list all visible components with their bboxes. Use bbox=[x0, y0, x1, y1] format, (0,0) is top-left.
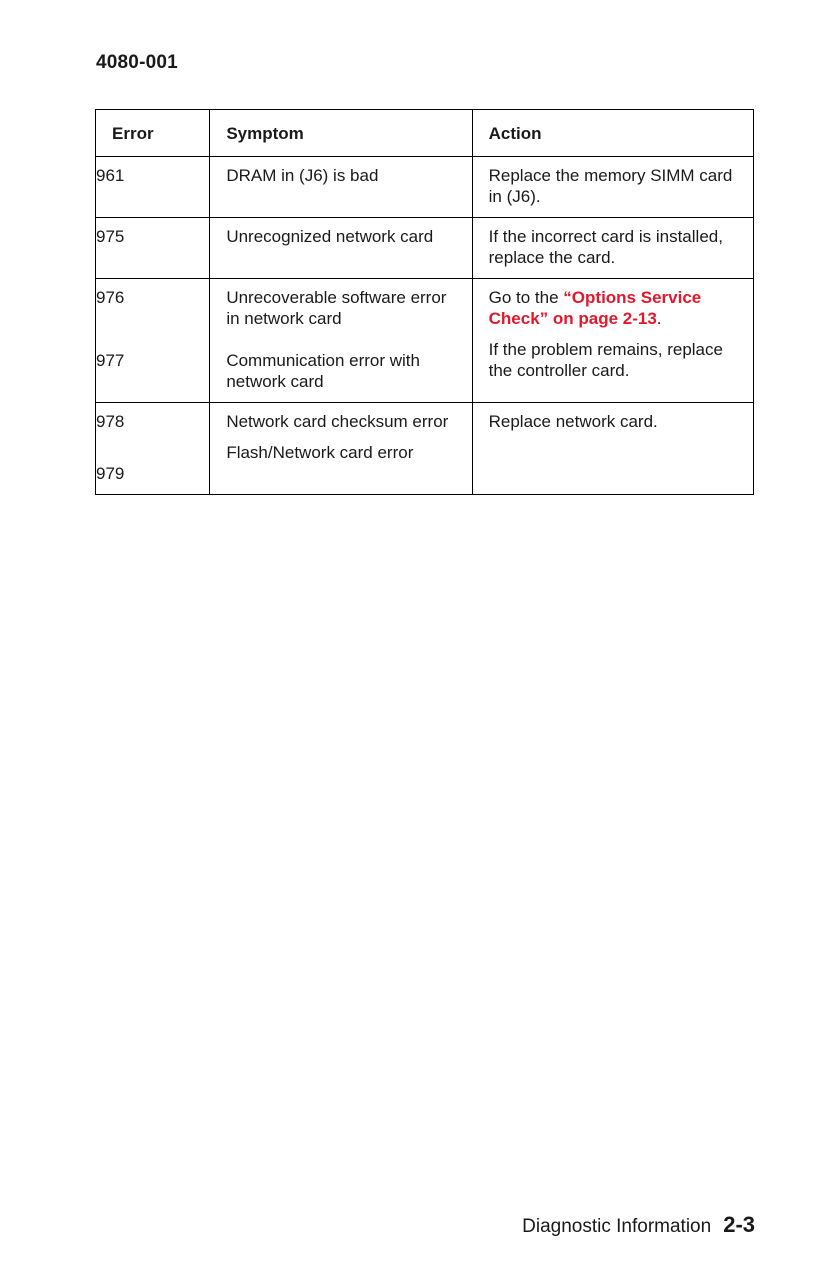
section-title: Diagnostic Information bbox=[522, 1216, 712, 1237]
table-row bbox=[96, 279, 754, 403]
header-symptom: Symptom bbox=[210, 110, 472, 157]
action-text: Replace network card. bbox=[472, 403, 753, 495]
table-header-row bbox=[96, 110, 754, 157]
header-error: Error bbox=[96, 110, 210, 157]
options-service-check-link[interactable]: “Options Service Check” on page 2-13 bbox=[488, 288, 702, 328]
action-text: Replace the memory SIMM card in (J6). bbox=[472, 157, 753, 218]
table-row bbox=[96, 403, 754, 495]
symptom-text: Communication error with network card bbox=[226, 351, 420, 391]
error-code: 961 bbox=[96, 157, 210, 218]
error-code: 975 bbox=[96, 218, 210, 279]
error-code: 979 bbox=[96, 464, 125, 483]
document-code: 4080-001 bbox=[96, 52, 178, 73]
action-prefix: Go to the bbox=[488, 288, 564, 307]
action-text: If the incorrect card is installed, replace the card. bbox=[472, 218, 753, 279]
symptom-text: Unrecognized network card bbox=[210, 218, 472, 279]
page-number: 2-3 bbox=[723, 1212, 755, 1237]
error-table bbox=[95, 109, 754, 495]
page-footer bbox=[522, 1212, 755, 1238]
action-text-2: If the problem remains, replace the controller card. bbox=[488, 340, 723, 380]
table-row bbox=[96, 157, 754, 218]
error-code: 978 bbox=[96, 412, 125, 431]
symptom-text: Unrecoverable software error in network card bbox=[226, 288, 447, 328]
error-code: 977 bbox=[96, 351, 125, 370]
action-suffix: . bbox=[656, 309, 662, 328]
header-action: Action bbox=[472, 110, 753, 157]
symptom-text: Flash/Network card error bbox=[226, 443, 414, 462]
symptom-text: Network card checksum error bbox=[226, 412, 449, 431]
error-code: 976 bbox=[96, 288, 125, 307]
table-row bbox=[96, 218, 754, 279]
action-text bbox=[489, 287, 737, 329]
symptom-text: DRAM in (J6) is bad bbox=[210, 157, 472, 218]
